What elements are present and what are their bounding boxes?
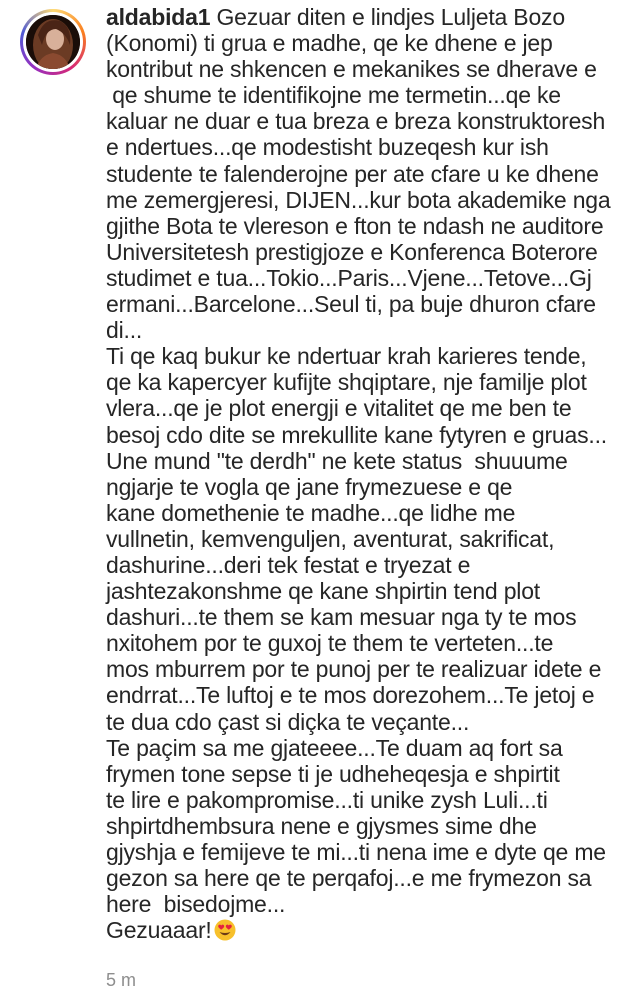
username[interactable]: aldabida1 xyxy=(106,4,211,30)
comment-line: e ndertues...qe modestisht buzeqesh kur ish xyxy=(106,134,549,161)
comment-text: Gezuar diten e lindjes Luljeta Bozo xyxy=(210,4,565,30)
comment-line xyxy=(106,917,626,943)
profile-photo-icon xyxy=(26,15,80,69)
comment-text: Gezuaaar! xyxy=(106,917,212,944)
comment-line: gjithe Bota te vlereson e fton te ndash ne auditore xyxy=(106,212,604,239)
comment-line: frymen tone sepse ti je udheheqesja e shpirtit xyxy=(106,760,560,787)
comment-line: shpirtdhembsura nene e gjysmes sime dhe xyxy=(106,812,537,839)
comment-line: Universitetesh prestigjoze e Konferenca Boterore xyxy=(106,238,598,265)
comment-line: gezon sa here qe te perqafoj...e me frymezon sa xyxy=(106,865,592,892)
comment-line: qe shume te identifikojne me termetin...qe ke xyxy=(106,82,561,109)
comment-line: (Konomi) ti grua e madhe, qe ke dhene e jep xyxy=(106,30,553,57)
avatar-inner xyxy=(23,12,83,72)
comment-line: mos mburrem por te punoj per te realizuar idete e xyxy=(106,656,602,683)
comment-line: ermani...Barcelone...Seul ti, pa buje dhuron cfare xyxy=(106,291,596,318)
comment-line: studimet e tua...Tokio...Paris...Vjene...Tetove...Gj xyxy=(106,264,592,291)
heart-eyes-emoji-icon xyxy=(214,919,236,941)
comment-line: te dua cdo çast si diçka te veçante... xyxy=(106,708,470,735)
comment-line: Te paçim sa me gjateeee...Te duam aq fort sa xyxy=(106,734,563,761)
comment-line: here bisedojme... xyxy=(106,891,286,918)
comment-line: dashurine...deri tek festat e tryezat e xyxy=(106,551,471,578)
comment-line: di... xyxy=(106,317,143,344)
comment-line: Une mund "te derdh" ne kete status shuuume xyxy=(106,447,568,474)
comment-line: endrrat...Te luftoj e te mos dorezohem...Te jetoj e xyxy=(106,682,595,709)
comment-line: jashtezakonshme qe kane shpirtin tend plot xyxy=(106,578,540,605)
comment-line: studente te falenderojne per ate cfare u ke dhene xyxy=(106,160,599,187)
comment-body xyxy=(106,4,626,943)
comment-line xyxy=(106,4,626,30)
comment-line: nxitohem por te guxoj te them te verteten...te xyxy=(106,630,554,657)
comment-line: dashuri...te them se kam mesuar nga ty te mos xyxy=(106,604,577,631)
comment-line: vullnetin, kemvenguljen, aventurat, sakrificat, xyxy=(106,525,555,552)
comment-line: kane domethenie te madhe...qe lidhe me xyxy=(106,499,516,526)
comment-line: ngjarje te vogla qe jane frymezuese e qe xyxy=(106,473,513,500)
avatar-photo xyxy=(26,15,80,69)
comment-line: kontribut ne shkencen e mekanikes se dherave e xyxy=(106,56,597,83)
comment-line: gjyshja e femijeve te mi...ti nena ime e dyte qe me xyxy=(106,839,606,865)
avatar[interactable] xyxy=(20,9,86,75)
comment-line: me zemergjeresi, DIJEN...kur bota akademike nga xyxy=(106,186,611,213)
comment-line: te lire e pakompromise...ti unike zysh Luli...ti xyxy=(106,786,548,813)
comment-timestamp: 5 m xyxy=(106,970,137,990)
comment-line: qe ka kapercyer kufijte shqiptare, nje familje plot xyxy=(106,369,587,396)
comment-line: kaluar ne duar e tua breza e breza konstruktoresh xyxy=(106,108,606,135)
comment-line: vlera...qe je plot energji e vitalitet qe me ben te xyxy=(106,395,572,422)
comment-line: besoj cdo dite se mrekullite kane fytyren e gruas... xyxy=(106,421,607,448)
comment-line: Ti qe kaq bukur ke ndertuar krah karieres tende, xyxy=(106,343,587,370)
